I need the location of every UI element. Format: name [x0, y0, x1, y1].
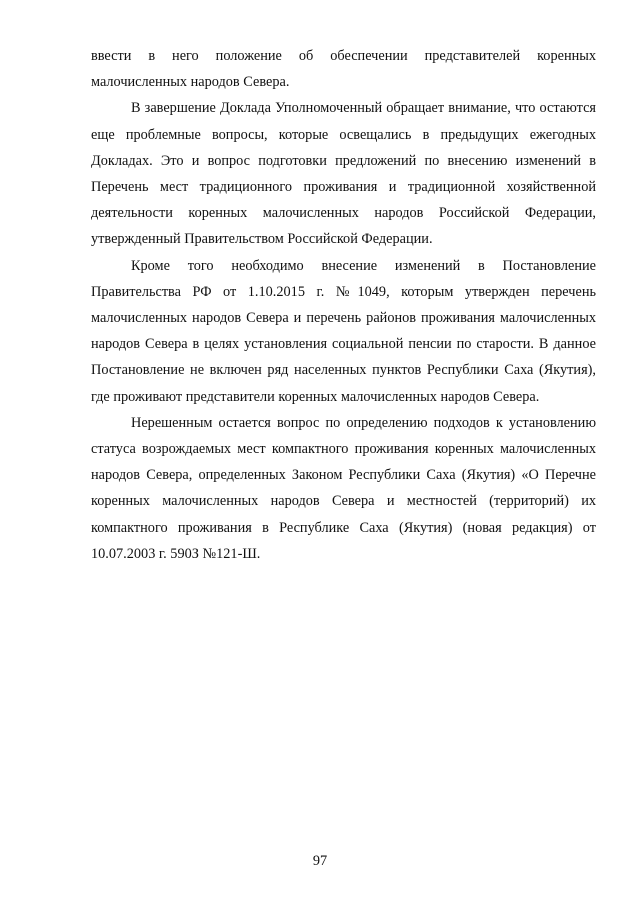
paragraph-1: ввести в него положение об обеспечении представителей коренных малочисленных народов Севера. — [91, 48, 596, 91]
paragraph-4: Нерешенным остается вопрос по определению подходов к установлению статуса возрождаемых мест компактного проживания коренных малочисленных народов Севера, определенных Законом Республики Саха (Якутия) «О Перечне коренных малочисленных народов Севера и местностей (территорий) их компактного проживания в Республике Саха (Якутия) (новая редакция) от 10.07.2003 г. 590З №121-Ш. — [91, 414, 596, 562]
paragraph-3: Кроме того необходимо внесение изменений в Постановление Правительства РФ от 1.10.2015 г. №1049, которым утвержден перечень малочисленных народов Севера и перечень районов проживания малочисленных народов Севера в целях установления социальной пенсии по старости. В данное Постановление не включен ряд населенных пунктов Республики Саха (Якутия), где проживают представители коренных малочисленных народов Севера. — [91, 257, 596, 405]
body-text — [91, 43, 596, 567]
paragraph-2: В завершение Доклада Уполномоченный обращает внимание, что остаются еще проблемные вопросы, которые освещались в предыдущих ежегодных Докладах. Это и вопрос подготовки предложений по внесению изменений в Перечень мест традиционного проживания и традиционной хозяйственной деятельности коренных малочисленных народов Российской Федерации, утвержденный Правительством Российской Федерации. — [91, 100, 596, 248]
page-number: 97 — [312, 853, 328, 869]
